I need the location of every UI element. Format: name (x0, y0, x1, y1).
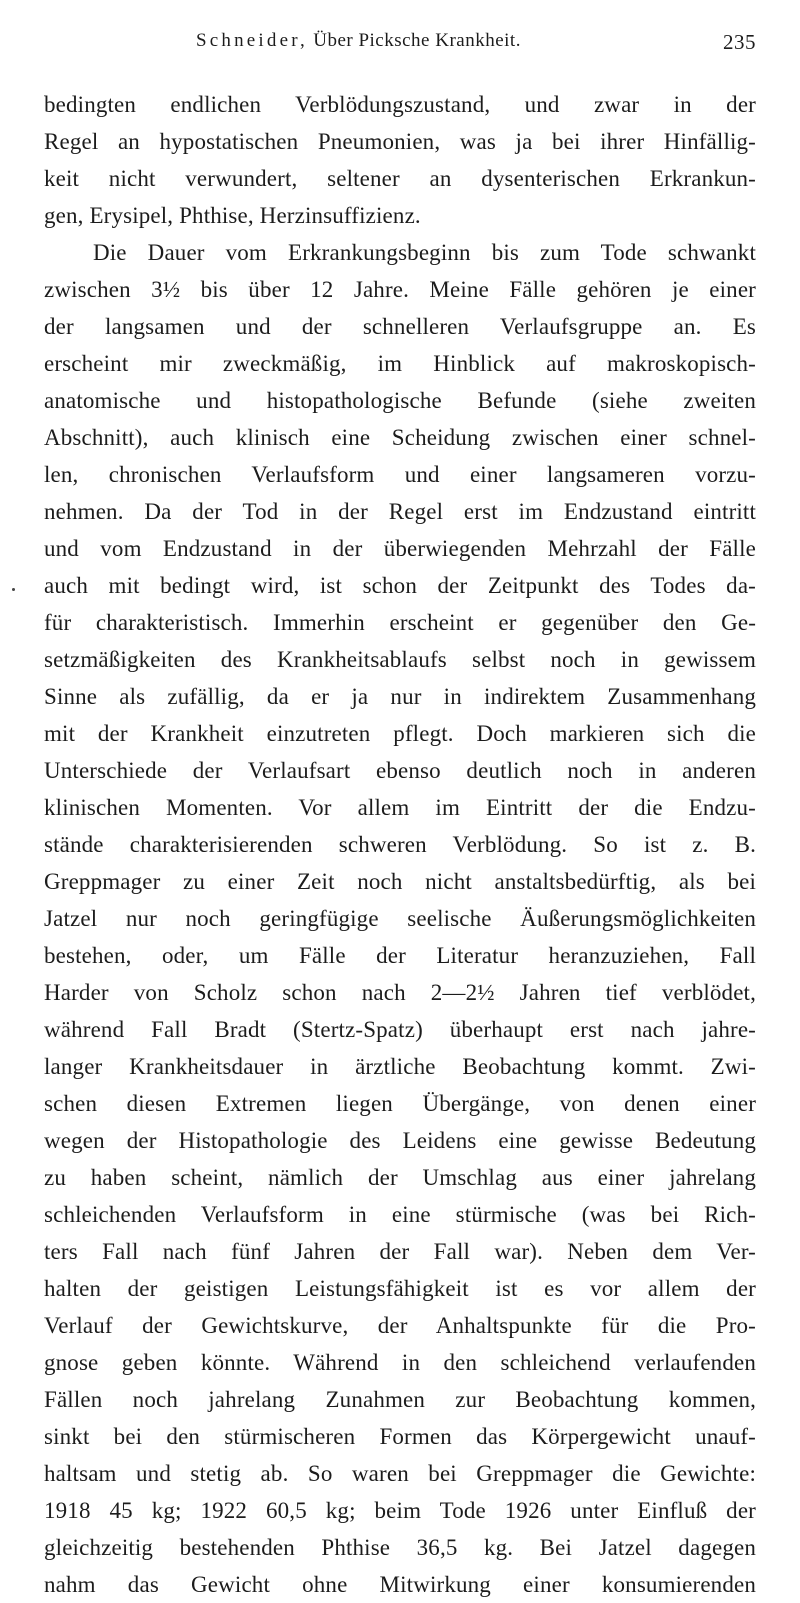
text-line: ters Fall nach fünf Jahren der Fall war). Neben dem Ver- (44, 1239, 756, 1264)
text-line: zwischen 3½ bis über 12 Jahre. Meine Fälle gehören je einer (44, 277, 756, 302)
text-line: Verlauf der Gewichtskurve, der Anhaltspunkte für die Pro- (44, 1313, 756, 1338)
text-line: schleichenden Verlaufsform in eine stürmische (was bei Rich- (44, 1202, 756, 1227)
text-line: sinkt bei den stürmischeren Formen das Körpergewicht unauf- (44, 1424, 756, 1449)
text-line: setzmäßigkeiten des Krankheitsablaufs selbst noch in gewissem (44, 647, 756, 672)
text-line: keit nicht verwundert, seltener an dysenterischen Erkrankun- (44, 166, 756, 191)
text-line: der langsamen und der schnelleren Verlaufsgruppe an. Es (44, 314, 756, 339)
text-line: nahm das Gewicht ohne Mitwirkung einer konsumierenden (44, 1572, 756, 1597)
text-line: Regel an hypostatischen Pneumonien, was ja bei ihrer Hinfällig- (44, 129, 756, 154)
text-line: gleichzeitig bestehenden Phthise 36,5 kg. Bei Jatzel dagegen (44, 1535, 756, 1560)
text-line: Harder von Scholz schon nach 2—2½ Jahren tief verblödet, (44, 980, 756, 1005)
text-line: halten der geistigen Leistungsfähigkeit ist es vor allem der (44, 1276, 756, 1301)
text-line: klinischen Momenten. Vor allem im Eintritt der die Endzu- (44, 795, 756, 820)
text-line: bedingten endlichen Verblödungszustand, und zwar in der (44, 92, 756, 117)
text-line: 1918 45 kg; 1922 60,5 kg; beim Tode 1926 unter Einfluß der (44, 1498, 756, 1523)
running-head (196, 30, 756, 62)
text-line: Greppmager zu einer Zeit noch nicht anstaltsbedürftig, als bei (44, 869, 756, 894)
page-number: 235 (723, 30, 756, 54)
text-line: Unterschiede der Verlaufsart ebenso deutlich noch in anderen (44, 758, 756, 783)
text-line: nehmen. Da der Tod in der Regel erst im Endzustand eintritt (44, 499, 756, 524)
text-line: haltsam und stetig ab. So waren bei Greppmager die Gewichte: (44, 1461, 756, 1486)
text-line: Fällen noch jahrelang Zunahmen zur Beobachtung kommen, (44, 1387, 756, 1412)
text-line: auch mit bedingt wird, ist schon der Zeitpunkt des Todes da- (44, 573, 756, 598)
text-line: für charakteristisch. Immerhin erscheint er gegenüber den Ge- (44, 610, 756, 635)
running-head-title (196, 30, 521, 52)
text-line: Sinne als zufällig, da er ja nur in indirektem Zusammenhang (44, 684, 756, 709)
text-line-paragraph-end: gen, Erysipel, Phthise, Herzinsuffizienz. (44, 203, 421, 228)
text-line: wegen der Histopathologie des Leidens eine gewisse Bedeutung (44, 1128, 756, 1153)
text-line: erscheint mir zweckmäßig, im Hinblick auf makroskopisch- (44, 351, 756, 376)
text-line: und vom Endzustand in der überwiegenden Mehrzahl der Fälle (44, 536, 756, 561)
body-text (44, 86, 756, 1603)
text-line: während Fall Bradt (Stertz-Spatz) überhaupt erst nach jahre- (44, 1017, 756, 1042)
running-head-article: Über Picksche Krankheit. (313, 30, 521, 51)
text-line: anatomische und histopathologische Befunde (siehe zweiten (44, 388, 756, 413)
text-line: gnose geben könnte. Während in den schleichend verlaufenden (44, 1350, 756, 1375)
text-line: Abschnitt), auch klinisch eine Scheidung zwischen einer schnel- (44, 425, 756, 450)
running-head-author: Schneider, (196, 30, 308, 51)
text-line: len, chronischen Verlaufsform und einer langsameren vorzu- (44, 462, 756, 487)
text-line-paragraph-start: Die Dauer vom Erkrankungsbeginn bis zum Tode schwankt (93, 240, 756, 265)
text-line: bestehen, oder, um Fälle der Literatur heranzuziehen, Fall (44, 943, 756, 968)
text-line: langer Krankheitsdauer in ärztliche Beobachtung kommt. Zwi- (44, 1054, 756, 1079)
text-line: schen diesen Extremen liegen Übergänge, von denen einer (44, 1091, 756, 1116)
text-line: mit der Krankheit einzutreten pflegt. Doch markieren sich die (44, 721, 756, 746)
margin-speck (12, 588, 15, 591)
text-line: zu haben scheint, nämlich der Umschlag aus einer jahrelang (44, 1165, 756, 1190)
text-line: Jatzel nur noch geringfügige seelische Äußerungsmöglichkeiten (44, 906, 756, 931)
text-line: stände charakterisierenden schweren Verblödung. So ist z. B. (44, 832, 756, 857)
